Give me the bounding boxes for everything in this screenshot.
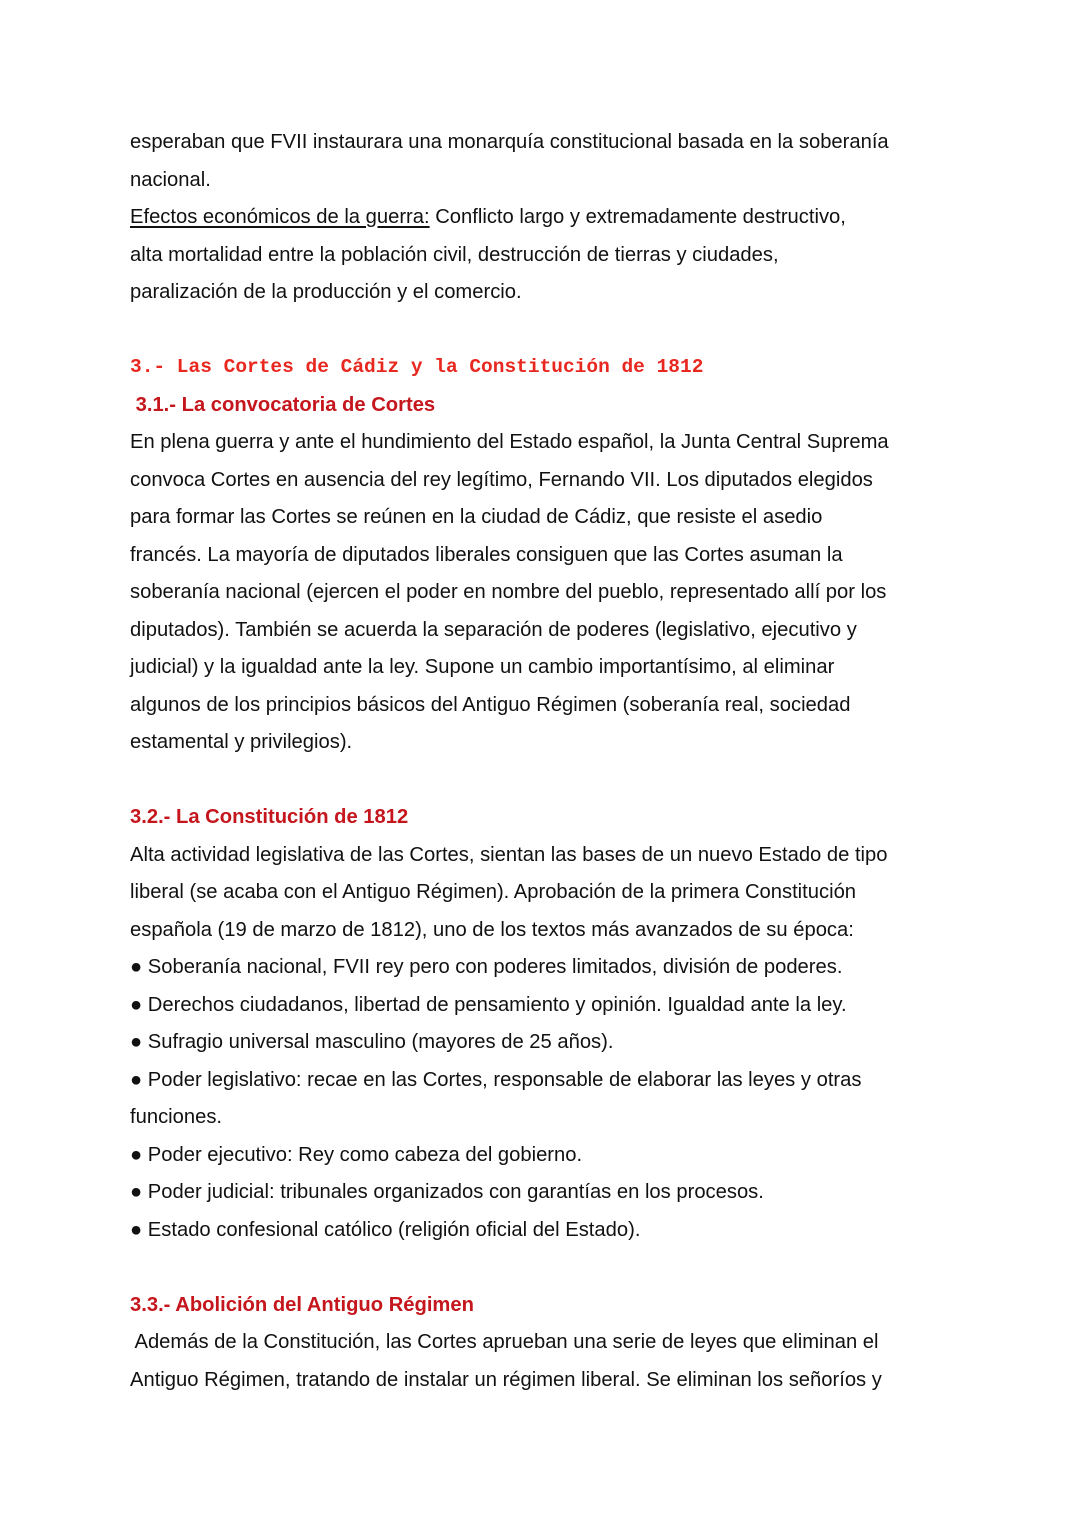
text-line: algunos de los principios básicos del Antiguo Régimen (soberanía real, sociedad — [130, 693, 851, 716]
text-line: convoca Cortes en ausencia del rey legítimo, Fernando VII. Los diputados elegidos — [130, 468, 873, 491]
text-line: francés. La mayoría de diputados liberales consiguen que las Cortes asuman la — [130, 543, 843, 566]
bullet-item: ● Poder ejecutivo: Rey como cabeza del gobierno. — [130, 1143, 583, 1166]
effects-label: Efectos económicos de la guerra: — [130, 206, 430, 228]
text-line: diputados). También se acuerda la separación de poderes (legislativo, ejecutivo y — [130, 618, 857, 641]
text-line: judicial) y la igualdad ante la ley. Supone un cambio importantísimo, al eliminar — [130, 656, 835, 678]
text-line: Conflicto largo y extremadamente destructivo, — [429, 206, 846, 228]
text-line: Alta actividad legislativa de las Cortes, sientan las bases de un nuevo Estado de tipo — [130, 843, 888, 866]
text-line: para formar las Cortes se reúnen en la ciudad de Cádiz, que resiste el asedio — [130, 506, 823, 528]
text-line: estamental y privilegios). — [130, 731, 353, 753]
text-line: funciones. — [130, 1106, 223, 1128]
bullet-item: ● Sufragio universal masculino (mayores de 25 años). — [130, 1031, 614, 1053]
bullet-item: ● Estado confesional católico (religión oficial del Estado). — [130, 1218, 641, 1241]
text-line: Además de la Constitución, las Cortes aprueban una serie de leyes que eliminan el — [130, 1331, 879, 1353]
text-line: esperaban que FVII instaurara una monarquía constitucional basada en la soberanía — [130, 131, 889, 153]
text-line: española (19 de marzo de 1812), uno de los textos más avanzados de su época: — [130, 918, 854, 941]
text-line: alta mortalidad entre la población civil, destrucción de tierras y ciudades, — [130, 243, 779, 266]
spacer — [130, 312, 960, 350]
effects-paragraph — [130, 199, 960, 237]
section-3-2-heading: 3.2.- La Constitución de 1812 — [130, 806, 409, 828]
bullet-item: ● Poder legislativo: recae en las Cortes, responsable de elaborar las leyes y otras — [130, 1068, 862, 1091]
section-3-1-heading: 3.1.- La convocatoria de Cortes — [130, 393, 436, 416]
section-3-heading: 3.- Las Cortes de Cádiz y la Constitución de 1812 — [130, 356, 704, 378]
text-line: En plena guerra y ante el hundimiento del Estado español, la Junta Central Suprema — [130, 431, 889, 453]
spacer — [130, 1249, 960, 1287]
text-line: liberal (se acaba con el Antiguo Régimen). Aprobación de la primera Constitución — [130, 881, 857, 903]
bullet-item: ● Poder judicial: tribunales organizados con garantías en los procesos. — [130, 1181, 764, 1203]
document-page — [130, 124, 960, 1399]
bullet-item: ● Derechos ciudadanos, libertad de pensamiento y opinión. Igualdad ante la ley. — [130, 993, 847, 1016]
text-line: paralización de la producción y el comercio. — [130, 281, 522, 303]
section-3-3-heading: 3.3.- Abolición del Antiguo Régimen — [130, 1293, 474, 1316]
text-line: Antiguo Régimen, tratando de instalar un régimen liberal. Se eliminan los señoríos y — [130, 1368, 882, 1391]
spacer — [130, 762, 960, 800]
bullet-item: ● Soberanía nacional, FVII rey pero con poderes limitados, división de poderes. — [130, 956, 843, 978]
text-line: nacional. — [130, 168, 211, 191]
text-line: soberanía nacional (ejercen el poder en nombre del pueblo, representado allí por los — [130, 581, 887, 603]
